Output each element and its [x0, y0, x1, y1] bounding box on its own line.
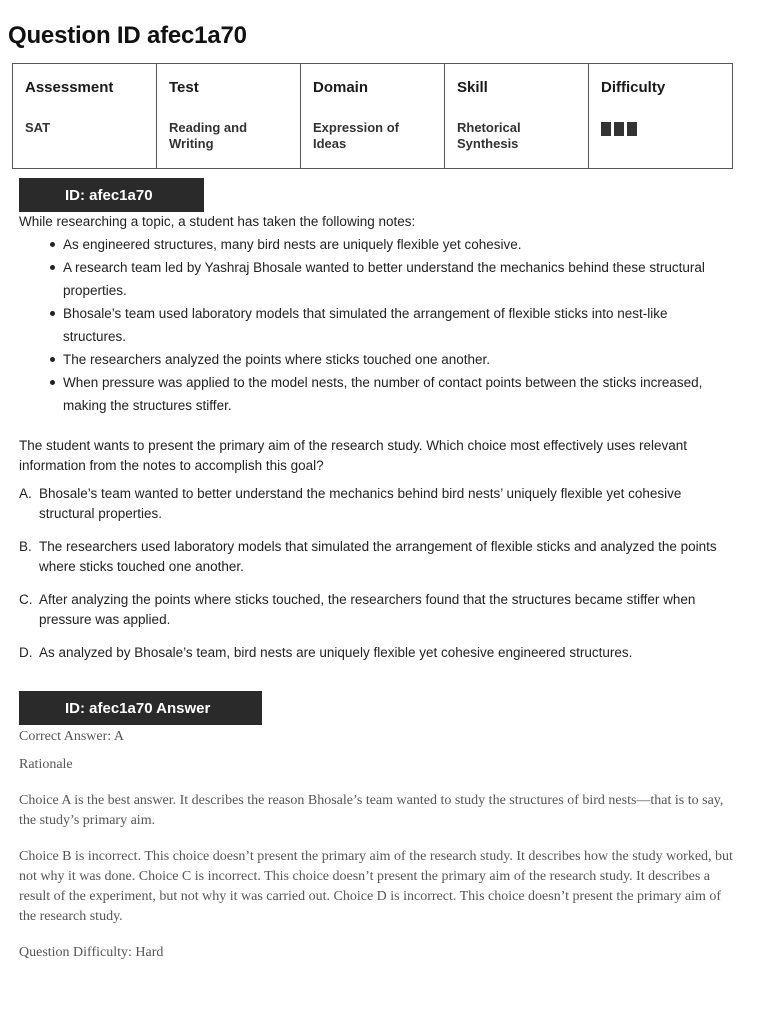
assessment-value: SAT	[25, 120, 51, 135]
domain-value: Expression of Ideas	[313, 120, 399, 151]
question-intro: While researching a topic, a student has taken the following notes:	[19, 214, 416, 229]
note-item: As engineered structures, many bird nests are uniquely flexible yet cohesive.	[19, 233, 729, 256]
test-cell	[157, 64, 301, 169]
choice-d[interactable]	[19, 643, 733, 663]
question-prompt: The student wants to present the primary aim of the research study. Which choice most effectively uses relevant information from the notes to accomplish this goal?	[19, 438, 688, 473]
note-item: When pressure was applied to the model nests, the number of contact points between the sticks increased, making the structures stiffer.	[19, 371, 729, 417]
rationale-paragraph-a: Choice A is the best answer. It describes the reason Bhosale’s team wanted to study the structures of bird nests—that is to say, the study’s primary aim.	[19, 793, 724, 828]
note-item: A research team led by Yashraj Bhosale wanted to better understand the mechanics behind these structural properties.	[19, 256, 729, 302]
assessment-cell	[13, 64, 157, 169]
question-difficulty: Question Difficulty: Hard	[19, 945, 164, 960]
correct-answer: Correct Answer: A	[19, 729, 124, 744]
skill-header: Skill	[457, 79, 488, 96]
skill-cell	[445, 64, 589, 169]
choice-letter: B.	[19, 539, 32, 554]
choice-letter: C.	[19, 592, 33, 607]
answer-choices	[19, 484, 733, 676]
assessment-header: Assessment	[25, 79, 114, 96]
skill-value: Rhetorical Synthesis	[457, 120, 521, 151]
difficulty-bar	[627, 122, 637, 136]
choice-text: Bhosale’s team wanted to better understand the mechanics behind bird nests’ uniquely flexible yet cohesive structural properties.	[39, 486, 682, 521]
choice-text: As analyzed by Bhosale’s team, bird nests are uniquely flexible yet cohesive engineered structures.	[39, 645, 633, 660]
test-value: Reading and Writing	[169, 120, 248, 151]
choice-c[interactable]	[19, 590, 733, 630]
rationale-label: Rationale	[19, 757, 73, 772]
question-id-header: ID: afec1a70	[19, 178, 204, 212]
choice-letter: D.	[19, 645, 33, 660]
domain-header: Domain	[313, 79, 369, 96]
notes-list	[19, 233, 729, 417]
choice-letter: A.	[19, 486, 32, 501]
domain-cell	[301, 64, 445, 169]
answer-id-header: ID: afec1a70 Answer	[19, 691, 262, 725]
rationale-paragraph-b: Choice B is incorrect. This choice doesn’t present the primary aim of the research study. It describes how the study worked, but not why it was done. Choice C is incorrect. This choice doesn’t present the primary aim of the research study. It describes a result of the experiment, but not why it was carried out. Choice D is incorrect. This choice doesn’t present the primary aim of the research study.	[19, 849, 733, 924]
choice-b[interactable]	[19, 537, 733, 577]
page-title: Question ID afec1a70	[8, 22, 247, 49]
difficulty-bar	[614, 122, 624, 136]
choice-text: After analyzing the points where sticks touched, the researchers found that the structures became stiffer when pressure was applied.	[39, 592, 696, 627]
question-metadata-table	[12, 63, 733, 169]
difficulty-header: Difficulty	[601, 79, 666, 96]
choice-text: The researchers used laboratory models that simulated the arrangement of flexible sticks and analyzed the points where sticks touched one another.	[39, 539, 717, 574]
choice-a[interactable]	[19, 484, 733, 524]
note-item: The researchers analyzed the points where sticks touched one another.	[19, 348, 729, 371]
test-header: Test	[169, 79, 199, 96]
note-item: Bhosale’s team used laboratory models that simulated the arrangement of flexible sticks into nest-like structures.	[19, 302, 729, 348]
difficulty-bar	[601, 122, 611, 136]
difficulty-cell	[589, 64, 733, 169]
difficulty-indicator	[601, 122, 720, 136]
